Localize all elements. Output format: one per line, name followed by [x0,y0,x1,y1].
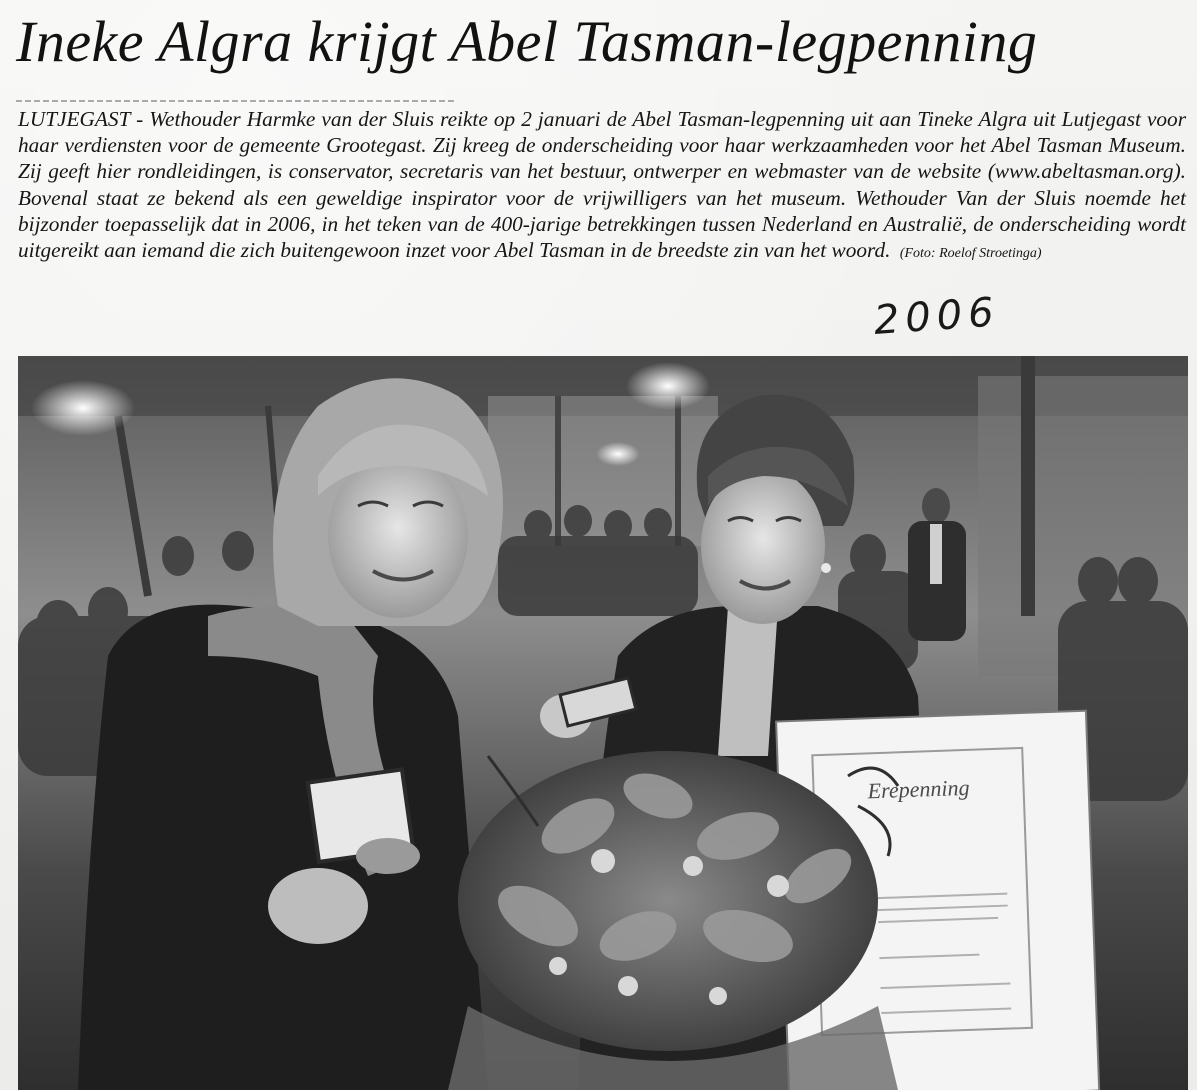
handwritten-year-note: 2006 [872,289,1002,344]
article-body-text: LUTJEGAST - Wethouder Harmke van der Sluis reikte op 2 januari de Abel Tasman-legpenning uit aan Tineke Algra uit Lutjegast voor haar verdiensten voor de gemeente Grootegast. Zij kreeg de onderscheiding voor haar werkzaamheden voor het Abel Tasman Museum. Zij geeft hier rondleidingen, is conservator, secretaris van het bestuur, ontwerper en webmaster van de website (www.abeltasman.org). Bovenal staat ze bekend als een geweldige inspirator voor de vrijwilligers van het museum. Wethouder Van der Sluis noemde het bijzonder toepasselijk dat in 2006, in het teken van de 400-jarige betrekkingen tussen Nederland en Australië, de onderscheiding wordt uitgereikt aan iemand die zich buitengewoon inzet voor Abel Tasman in de breedste zin van het woord. [18,107,1186,263]
article-text [18,106,1186,267]
article-photo [18,356,1188,1090]
photo-credit: (Foto: Roelof Stroetinga) [899,246,1042,262]
certificate-title: Erepenning [867,774,970,804]
article-headline: Ineke Algra krijgt Abel Tasman-legpenning [16,9,1038,74]
separator-rule [16,100,456,102]
